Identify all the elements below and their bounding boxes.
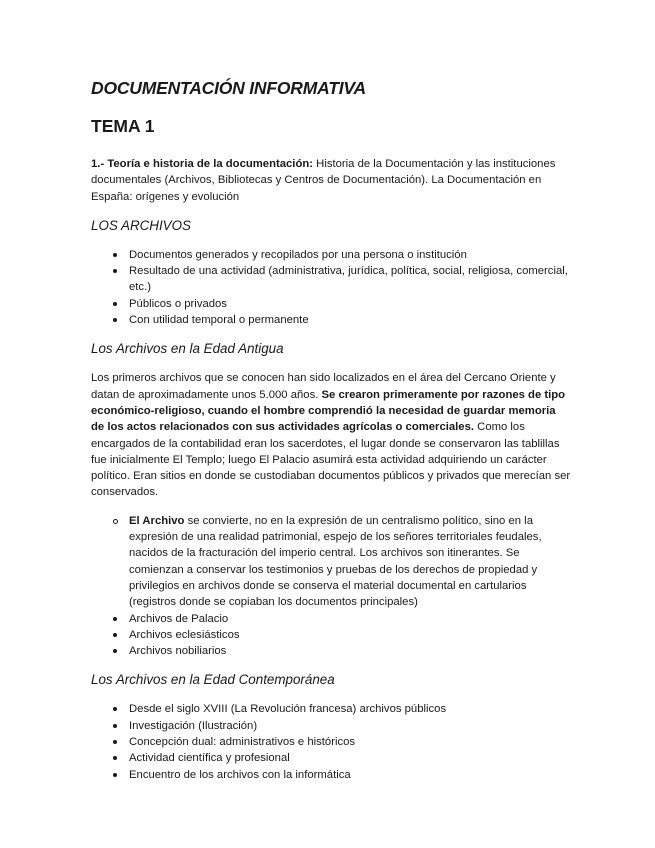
intro-text: Historia de la Documentación y las instituciones documentales (Archivos, Bibliotecas y Centros de Documentación). La Documentación en España: orígenes y evolución bbox=[91, 158, 556, 203]
tema-heading: TEMA 1 bbox=[91, 116, 155, 136]
archivos-list bbox=[91, 247, 571, 328]
antigua-text-start: Los primeros archivos que se conocen han sido localizados en el área del Cercano Oriente y datan de aproximadamente unos 5.000 años. bbox=[91, 372, 556, 401]
archivo-subitem bbox=[91, 513, 571, 611]
list-item: Documentos generados y recopilados por una persona o institución bbox=[91, 247, 571, 263]
antigua-paragraph bbox=[91, 370, 571, 500]
section-antigua-heading: Los Archivos en la Edad Antigua bbox=[91, 341, 284, 357]
contemporanea-list bbox=[91, 701, 571, 782]
archivo-subitem-text: se convierte, no en la expresión de un centralismo político, sino en la expresión de una realidad patrimonial, espejo de los señores territoriales feudales, nacidos de la fracturación del imperio central. Los archivos son itinerantes. Se comienzan a conservar los testimonios y pruebas de los derechos de propiedad y privilegios en archivos donde se conserva el material documental en cartularios (registros donde se copiaban los documentos principales) bbox=[129, 514, 542, 609]
list-item: Archivos eclesiásticos bbox=[91, 627, 571, 643]
archivo-subitem-bold: El Archivo bbox=[129, 514, 185, 527]
list-item: Encuentro de los archivos con la informática bbox=[91, 767, 571, 783]
list-item: Resultado de una actividad (administrativa, jurídica, política, social, religiosa, comercial, etc.) bbox=[91, 263, 571, 296]
list-item: Concepción dual: administrativos e históricos bbox=[91, 734, 571, 750]
list-item: Actividad científica y profesional bbox=[91, 750, 571, 766]
list-item: Con utilidad temporal o permanente bbox=[91, 312, 571, 328]
antigua-list bbox=[91, 513, 571, 660]
document-page bbox=[91, 76, 571, 783]
list-item: Archivos de Palacio bbox=[91, 611, 571, 627]
antigua-text-bold: Se crearon primeramente por razones de tipo económico-religioso, cuando el hombre comprendió la necesidad de guardar memoria de los actos relacionados con sus actividades agrícolas o comerciales. bbox=[91, 388, 566, 434]
list-item: Desde el siglo XVIII (La Revolución francesa) archivos públicos bbox=[91, 701, 571, 717]
intro-paragraph bbox=[91, 156, 571, 205]
section-archivos-heading: LOS ARCHIVOS bbox=[91, 217, 191, 233]
section-contemporanea-heading: Los Archivos en la Edad Contemporánea bbox=[91, 672, 335, 688]
intro-bold: 1.- Teoría e historia de la documentación: bbox=[91, 158, 314, 170]
antigua-text-end: Como los encargados de la contabilidad eran los sacerdotes, el lugar donde se conservaron las tablillas fue inicialmente El Templo; luego El Palacio asumirá esta actividad adquiriendo un carácter político. Eran sitios en donde se custodiaban documentos públicos y privados que merecían ser conservados. bbox=[91, 421, 571, 499]
document-title: DOCUMENTACIÓN INFORMATIVA bbox=[91, 78, 366, 98]
list-item: Archivos nobiliarios bbox=[91, 643, 571, 659]
list-item: Públicos o privados bbox=[91, 296, 571, 312]
list-item: Investigación (Ilustración) bbox=[91, 718, 571, 734]
